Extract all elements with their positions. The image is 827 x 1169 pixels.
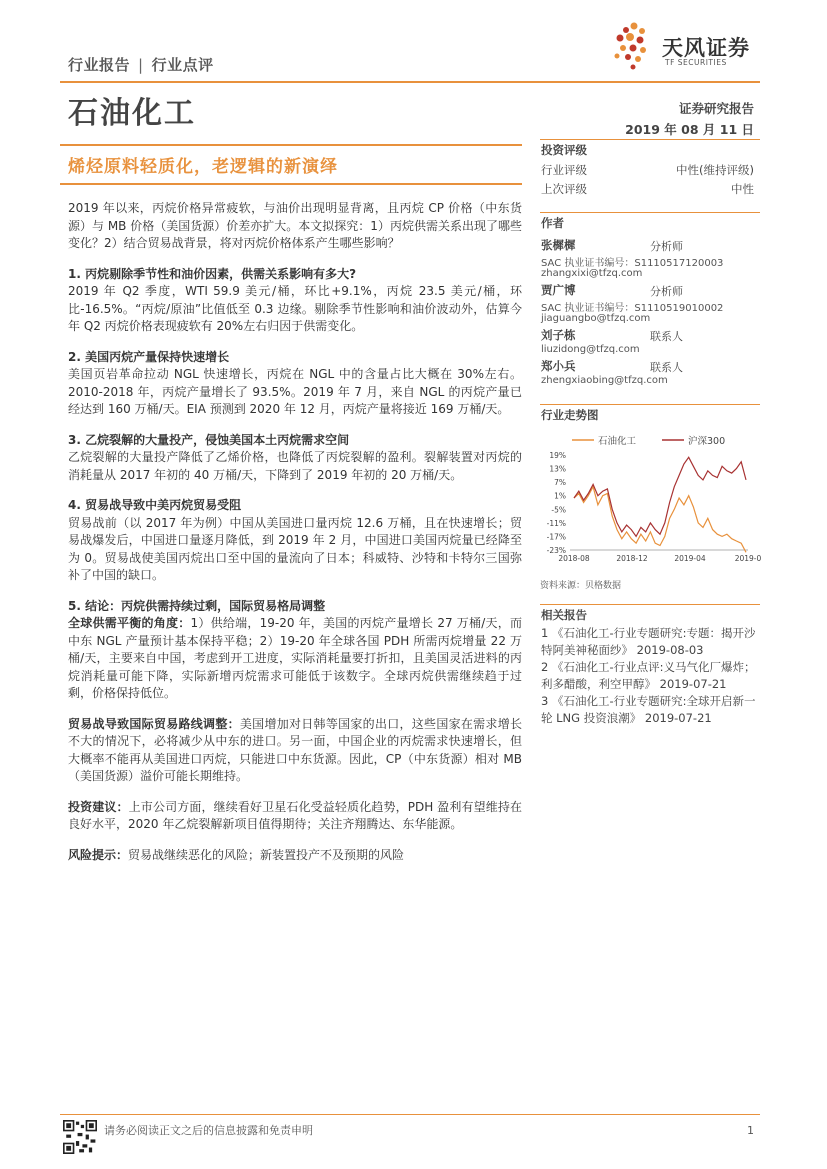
section-3 [68,432,522,485]
analyst-email[interactable]: zhengxiaobing@tfzq.com [541,375,668,386]
section-5-lead: 全球供需平衡的角度： [68,616,191,630]
investment-advice-lead: 投资建议： [68,799,129,814]
section-2-heading: 2. 美国丙烷产量保持快速增长 [68,349,230,364]
intro-paragraph: 2019 年以来，丙烷价格异常疲软，与油价出现明显背离，且丙烷 CP 价格（中东货源）与 MB 价格（美国货源）价差亦扩大。本文拟探究：1）丙烷供需关系出现了哪些变化？2）结合贸易战背景，将对丙烷价格体系产生哪些影响？ [68,201,522,250]
category-label: 行业报告 [68,56,131,74]
y-tick-label: -11% [546,518,566,528]
report-category [68,54,214,75]
authors-divider [540,212,760,213]
footer-disclaimer: 请务必阅读正文之后的信息披露和免责申明 [104,1124,313,1137]
section-5-heading: 5. 结论：丙烷供需持续过剩，国际贸易格局调整 [68,598,326,613]
y-tick-label: -23% [546,546,566,555]
subcategory-label: 行业点评 [151,56,214,74]
analyst-name: 贾广博 [541,283,576,297]
title-divider-bottom [60,183,522,185]
header-divider [60,81,760,83]
prev-rating-value: 中性 [731,182,754,196]
industry-rating-value: 中性(维持评级) [676,163,754,177]
section-3-heading: 3. 乙烷裂解的大量投产，侵蚀美国本土丙烷需求空间 [68,432,350,447]
risk-lead: 风险提示： [68,847,129,862]
y-tick-label: -17% [546,532,566,542]
y-tick-label: -5% [551,505,566,515]
analyst-sac: SAC 执业证书编号：S1110519010002 [541,303,724,314]
trend-label: 行业走势图 [541,408,599,422]
main-content [68,200,522,864]
analyst-name: 郑小兵 [541,359,576,373]
x-tick-label: 2019-0 [734,554,762,563]
related-report-item[interactable]: 1 《石油化工-行业专题研究:专题：揭开沙特阿美神秘面纱》 2019-08-03 [541,626,756,657]
x-tick-label: 2018-12 [616,554,648,563]
trend-chart-svg [540,425,762,575]
y-tick-label: 7% [554,478,566,488]
analyst-email[interactable]: liuzidong@tfzq.com [541,344,640,355]
analyst-role: 分析师 [650,285,683,298]
section-3-text: 乙烷裂解的大量投产降低了乙烯价格，也降低了丙烷裂解的盈利。裂解装置对丙烷的消耗量从 2017 年初的 40 万桶/天，下降到了 2019 年初的 20 万桶/天。 [68,450,522,482]
analyst-name: 刘子栋 [541,328,576,342]
trade-route-text: 美国增加对日韩等国家的出口，这些国家在需求增长不大的情况下，必将减少从中东的进口。另一面，中国企业的丙烷需求快速增长，但大概率不能再从美国进口丙烷，只能进口中东货源。因此，CP（中东货源）相对 MB（美国货源）溢价可能长期维持。 [68,716,522,783]
prev-rating-label: 上次评级 [541,182,587,196]
footer-divider [60,1114,760,1115]
report-title: 烯烃原料轻质化，老逻辑的新演绎 [68,157,338,177]
related-label: 相关报告 [541,608,587,622]
section-4 [68,497,522,585]
y-tick-label: 19% [549,451,566,460]
trade-route-paragraph [68,716,522,786]
series-line [574,487,746,553]
report-type: 证券研究报告 [678,101,754,116]
section-4-heading: 4. 贸易战导致中美丙烷贸易受阻 [68,498,242,512]
analyst-role: 联系人 [650,330,683,343]
rating-divider [540,139,760,140]
section-2-text: 美国页岩革命拉动 NGL 快速增长，丙烷在 NGL 中的含量占比大概在 30%左右。2010-2018 年，丙烷产量增长了 93.5%。2019 年 7 月，来自 NGL 的丙烷产量已经达到 160 万桶/天。EIA 预测到 2020 年 12 月，丙烷产量将接近 169 万桶/天。 [68,367,522,416]
qr-code-icon [63,1120,97,1154]
analyst-role: 联系人 [650,361,683,374]
x-tick-label: 2018-08 [558,554,590,563]
risk-paragraph [68,847,522,865]
legend-label: 沪深300 [688,436,726,447]
analyst-email[interactable]: jiaguangbo@tfzq.com [541,313,651,324]
category-separator: | [138,56,144,74]
authors-label: 作者 [541,216,564,230]
trend-divider [540,404,760,405]
industry-rating-label: 行业评级 [541,163,587,177]
chart-source: 资料来源：贝格数据 [540,581,622,591]
industry-title: 石油化工 [68,96,196,131]
analyst-email[interactable]: zhangxixi@tfzq.com [541,268,643,279]
analyst-role: 分析师 [650,240,683,253]
related-divider [540,604,760,605]
series-line [574,457,746,536]
logo-subtitle: TF SECURITIES [665,58,727,67]
section-5-text [68,615,522,703]
section-1 [68,266,522,336]
y-tick-label: 13% [549,464,566,474]
legend-label: 石油化工 [598,436,637,447]
industry-trend-chart [540,425,762,575]
report-date: 2019 年 08 月 11 日 [625,122,754,137]
related-report-item[interactable]: 2 《石油化工-行业点评:义马气化厂爆炸；利多醋酸，利空甲醇》 2019-07-21 [541,660,756,691]
rating-label: 投资评级 [541,143,587,157]
risk-text: 贸易战继续恶化的风险；新装置投产不及预期的风险 [128,847,405,862]
page-number: 1 [747,1124,754,1137]
section-2 [68,349,522,419]
section-5 [68,598,522,703]
section-1-text: 2019 年 Q2 季度，WTI 59.9 美元/桶，环比+9.1%，丙烷 23.5 美元/桶，环比-16.5%。“丙烷/原油”比值低至 0.3 边缘。剔除季节性影响和油价波动外，估算今年 Q2 丙烷价格表现疲软有 20%左右归因于供需变化。 [68,284,522,333]
trade-route-lead: 贸易战导致国际贸易路线调整： [68,716,240,731]
section-1-heading: 1. 丙烷剔除季节性和油价因素，供需关系影响有多大? [68,266,357,281]
analyst-name: 张樨樨 [541,238,576,252]
analyst-sac: SAC 执业证书编号：S1110517120003 [541,258,724,269]
section-4-text: 贸易战前（以 2017 年为例）中国从美国进口量丙烷 12.6 万桶，且在快速增长；贸易战爆发后，中国进口量逐月降低，到 2019 年 2 月，中国进口美国丙烷量已经降至为 0。贸易战使美国丙烷出口至中国的量流向了日本；科威特、沙特和卡特尔三国弥补了中国的缺口。 [68,515,522,582]
logo-name: 天风证券 [662,36,750,60]
investment-advice-paragraph [68,799,522,834]
title-divider-top [60,144,522,146]
related-report-item[interactable]: 3 《石油化工-行业专题研究:全球开启新一轮 LNG 投资浪潮》 2019-07-21 [541,694,756,725]
section-5-body: 1）供给端，19-20 年，美国的丙烷产量增长 27 万桶/天，而中东 NGL 产量预计基本保持平稳；2）19-20 年全球各国 PDH 所需丙烷增量 22 万桶/天，主要来自中国，考虑到开工进度，实际消耗量要打折扣，且美国灵活进料的丙烷消耗量可能下降，实际新增丙烷需求可能低于该数字。全球丙烷供需继续趋于过剩，价格保持低位。 [68,616,522,700]
investment-advice-text: 上市公司方面，继续看好卫星石化受益轻质化趋势，PDH 盈利有望维持在良好水平，2020 年乙烷裂解新项目值得期待；关注齐翔腾达、东华能源。 [68,799,522,831]
y-tick-label: 1% [554,491,566,501]
x-tick-label: 2019-04 [674,554,706,563]
